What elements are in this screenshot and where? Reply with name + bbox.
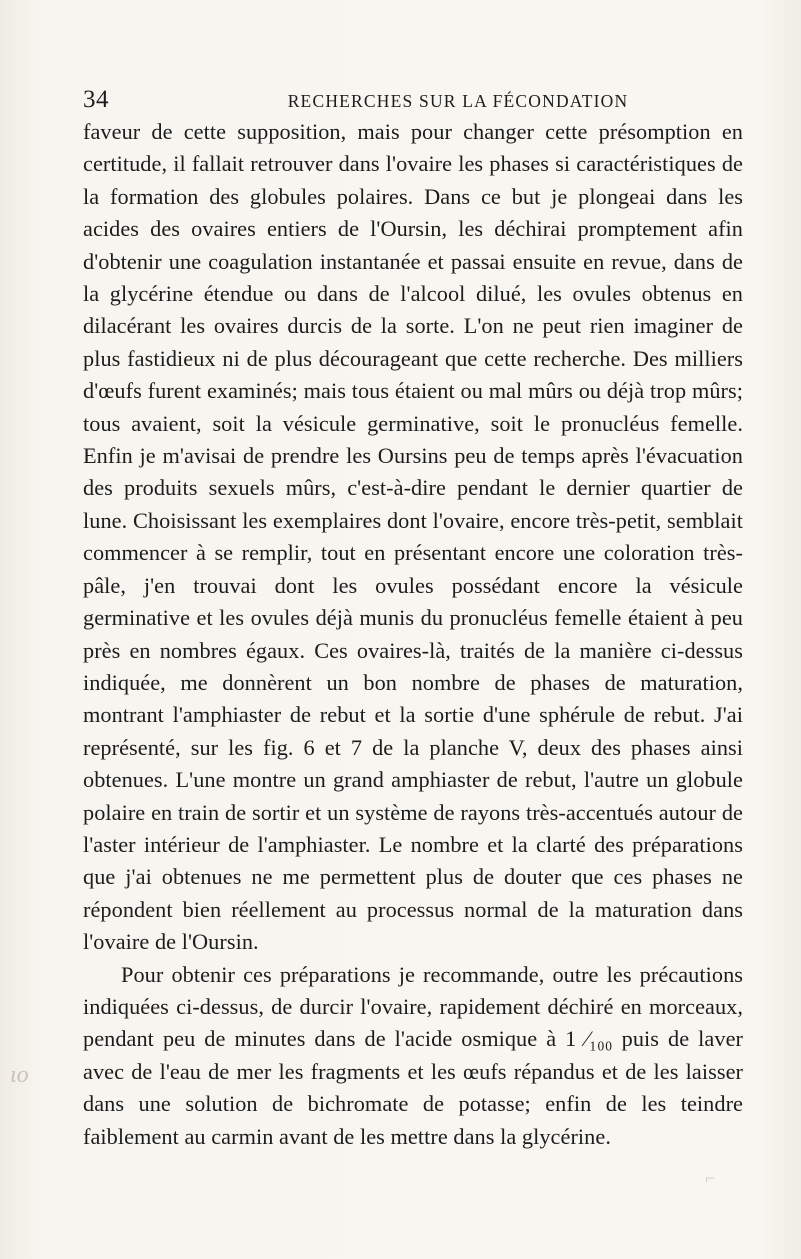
page-number: 34 [83, 86, 109, 113]
margin-pencil-mark: ιo [10, 1062, 29, 1088]
body-text [83, 116, 743, 1153]
corner-mark: ⌐ [705, 1168, 716, 1188]
running-title: RECHERCHES SUR LA FÉCONDATION [287, 91, 629, 111]
paragraph-continuation: faveur de cette supposition, mais pour changer cette présomption en certitude, il fallait retrouver dans l'ovaire les phases si caractéristiques de la formation des globules polaires. Dans ce but je plongeai dans les acides des ovaires entiers de l'Oursin, les déchirai promptement afin d'obtenir une coagulation instantanée et passai ensuite en revue, dans de la glycérine étendue ou dans de l'alcool dilué, les ovules obtenus en dilacérant les ovaires durcis de la sorte. L'on ne peut rien imaginer de plus fastidieux ni de plus décourageant que cette recherche. Des milliers d'œufs furent examinés; mais tous étaient ou mal mûrs ou déjà trop mûrs; tous avaient, soit la vésicule germinative, soit le pronucléus femelle. Enfin je m'avisai de prendre les Oursins peu de temps après l'évacuation des produits sexuels mûrs, c'est-à-dire pendant le dernier quartier de lune. Choisissant les exemplaires dont l'ovaire, encore très-petit, semblait commencer à se remplir, tout en présentant encore une coloration très-pâle, j'en trouvai dont les ovules possédant encore la vésicule germinative et les ovules déjà munis du pronucléus femelle étaient à peu près en nombres égaux. Ces ovaires-là, traités de la manière ci-dessus indiquée, me donnèrent un bon nombre de phases de maturation, montrant l'amphiaster de rebut et la sortie d'une sphérule de rebut. J'ai représenté, sur les fig. 6 et 7 de la planche V, deux des phases ainsi obtenues. L'une montre un grand amphiaster de rebut, l'autre un globule polaire en train de sortir et un système de rayons très-accentués autour de l'aster intérieur de l'amphiaster. Le nombre et la clarté des préparations que j'ai obtenues ne me permettent plus de douter que ces phases ne répondent bien réellement au processus normal de la maturation dans l'ovaire de l'Oursin. [83, 119, 743, 955]
page-header [83, 86, 743, 116]
paragraph-preparation-method: Pour obtenir ces préparations je recommande, outre les précautions indiquées ci-dessus, de durcir l'ovaire, rapidement déchiré en morceaux, pendant peu de minutes dans de l'acide osmique à 1 ⁄₁₀₀ puis de laver avec de l'eau de mer les fragments et les œufs répandus et de les laisser dans une solution de bichromate de potasse; enfin de les teindre faiblement au carmin avant de les mettre dans la glycérine. [83, 961, 743, 1149]
